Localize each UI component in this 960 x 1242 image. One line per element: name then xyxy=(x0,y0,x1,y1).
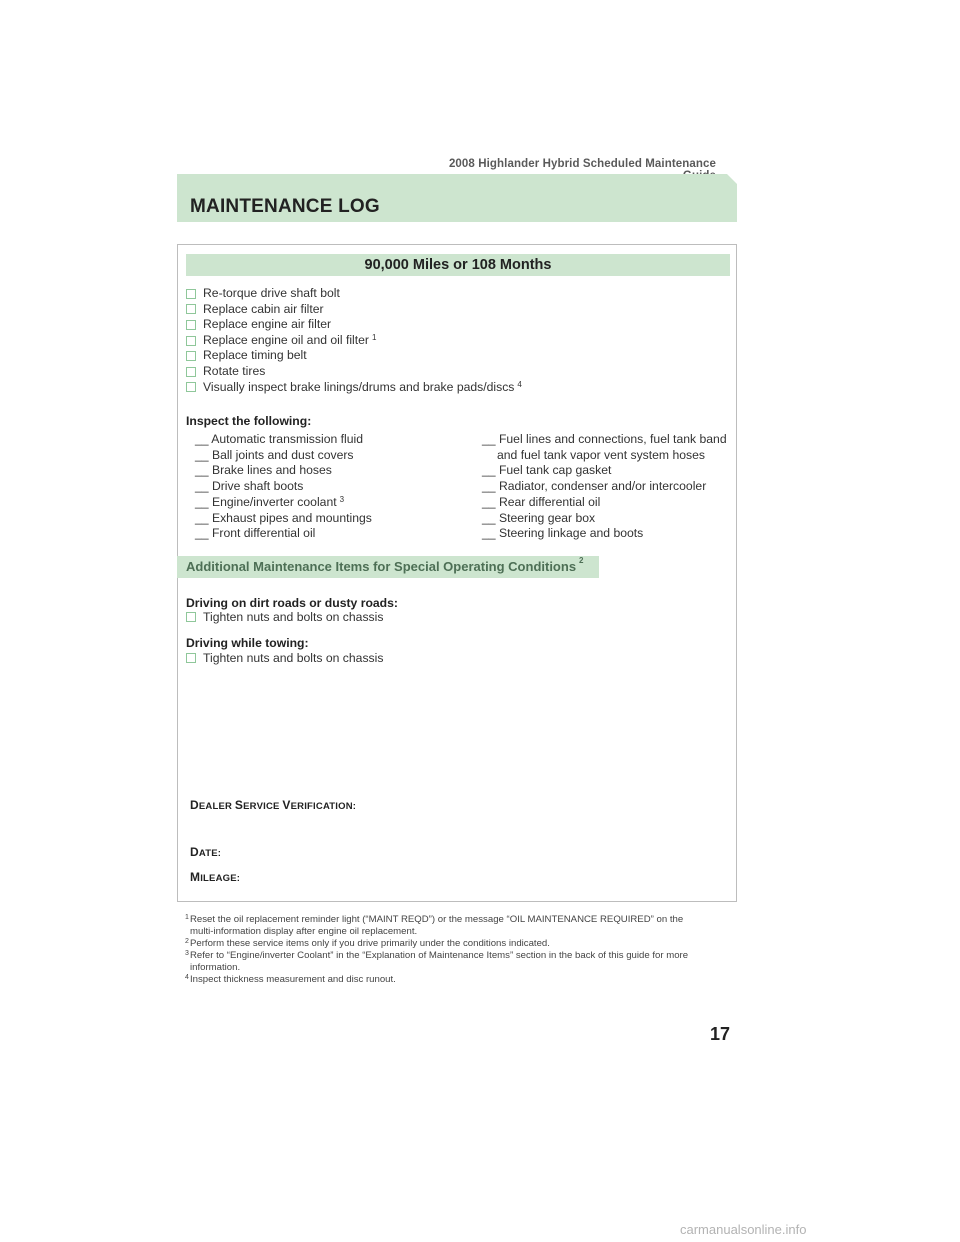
inspect-item: __ Steering gear box xyxy=(482,510,596,525)
watermark: carmanualsonline.info xyxy=(680,1222,807,1237)
inspect-item: __ Steering linkage and boots xyxy=(482,526,644,541)
banner-corner xyxy=(727,174,737,184)
section-title: MAINTENANCE LOG xyxy=(190,196,380,217)
checkbox-icon[interactable] xyxy=(186,612,196,622)
page-number: 17 xyxy=(709,1024,730,1044)
condition-item[interactable]: Tighten nuts and bolts on chassis xyxy=(186,610,383,624)
inspect-item: __ Fuel tank cap gasket xyxy=(482,463,612,478)
inspect-list-left xyxy=(195,432,372,542)
footnote-ref: 3 xyxy=(339,494,345,504)
footnote-ref: 1 xyxy=(372,332,377,342)
inspect-item: __ Exhaust pipes and mountings xyxy=(195,510,372,525)
checklist-item[interactable]: Replace engine air filter xyxy=(186,317,522,333)
inspect-item: __ Fuel lines and connections, fuel tank band and fuel tank vapor vent system hoses xyxy=(482,432,727,462)
checkbox-icon[interactable] xyxy=(186,304,196,314)
condition-item[interactable]: Tighten nuts and bolts on chassis xyxy=(186,651,383,665)
inspect-item: __ Drive shaft boots xyxy=(195,479,304,494)
checklist-item[interactable]: Visually inspect brake linings/drums and brake pads/discs $^4$ xyxy=(186,380,522,396)
checkbox-icon[interactable] xyxy=(186,320,196,330)
footnote-ref: 4 xyxy=(517,379,522,389)
inspect-item: __ Brake lines and hoses xyxy=(195,463,332,478)
checkbox-icon[interactable] xyxy=(186,351,196,361)
dealer-verification-label: DEALER SERVICE VERIFICATION: xyxy=(190,798,357,812)
checkbox-icon[interactable] xyxy=(186,289,196,299)
checkbox-icon[interactable] xyxy=(186,336,196,346)
inspect-item: __ Automatic transmission fluid xyxy=(195,432,363,446)
date-label: DATE: xyxy=(190,845,222,859)
service-checklist xyxy=(186,286,522,395)
inspect-item: __ Radiator, condenser and/or intercooler xyxy=(482,479,707,494)
condition-heading: Driving while towing: xyxy=(186,636,309,650)
checklist-item[interactable]: Replace timing belt xyxy=(186,348,522,364)
footnote-continuation: information. xyxy=(190,962,241,973)
condition-heading: Driving on dirt roads or dusty roads: xyxy=(186,596,398,610)
footnote-continuation: multi-information display after engine oil replacement. xyxy=(190,926,418,937)
checklist-item[interactable]: Replace cabin air filter xyxy=(186,302,522,318)
inspect-heading: Inspect the following: xyxy=(186,414,312,428)
mileage-label: MILEAGE: xyxy=(190,870,241,884)
guide-title: 2008 Highlander Hybrid Scheduled Maintenance xyxy=(448,158,716,170)
checklist-item[interactable]: Rotate tires xyxy=(186,364,522,380)
checkbox-icon[interactable] xyxy=(186,367,196,377)
inspect-item: __ Ball joints and dust covers xyxy=(195,447,354,462)
inspect-list-right xyxy=(482,432,732,542)
footnote: 2 Perform these service items only if you drive primarily under the conditions indicated. xyxy=(185,938,550,949)
footnote-ref: 2 xyxy=(579,556,584,565)
inspect-item: __ Engine/inverter coolant $^3$ xyxy=(195,494,345,509)
footnotes xyxy=(185,914,745,986)
inspect-item: __ Rear differential oil xyxy=(482,494,601,509)
inspect-item: __ Front differential oil xyxy=(195,526,316,541)
footnote: 4 Inspect thickness measurement and disc runout. xyxy=(185,974,396,985)
interval-title: 90,000 Miles or 108 Months xyxy=(186,254,730,276)
additional-title: Additional Maintenance Items for Special Operating Conditions $^2$ xyxy=(186,556,584,574)
checklist-item[interactable]: Re-torque drive shaft bolt xyxy=(186,286,522,302)
footnote: 1 Reset the oil replacement reminder light (“MAINT REQD”) or the message “OIL MAINTENANCE REQUIRED” on the xyxy=(185,914,684,925)
checkbox-icon[interactable] xyxy=(186,653,196,663)
footnote: 3 Refer to “Engine/inverter Coolant” in the “Explanation of Maintenance Items” section in the back of this guide for more xyxy=(185,950,689,961)
checkbox-icon[interactable] xyxy=(186,382,196,392)
checklist-item[interactable]: Replace engine oil and oil filter $^1$ xyxy=(186,333,522,349)
